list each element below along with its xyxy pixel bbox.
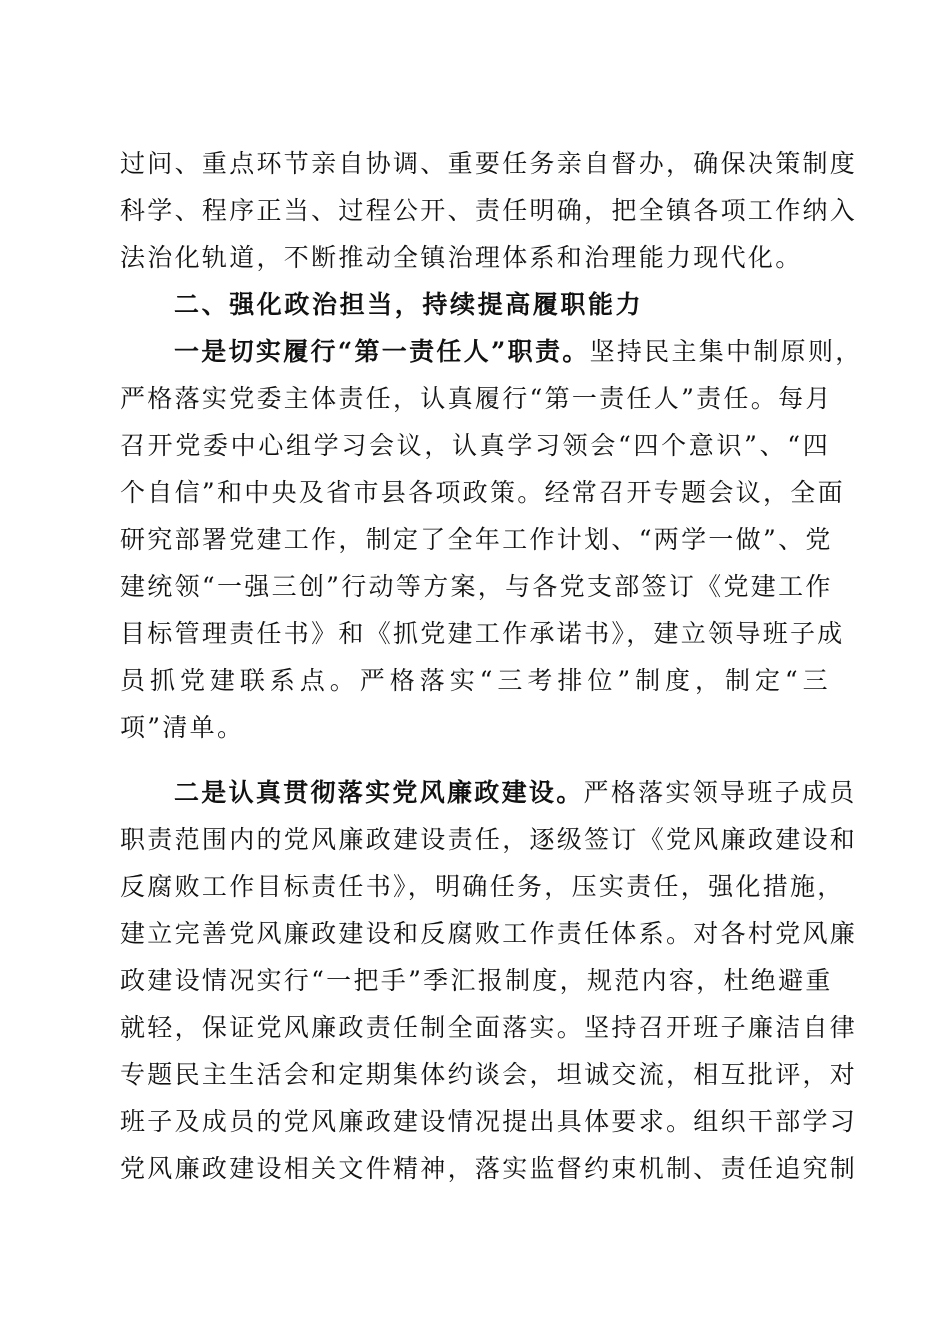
body-line: 员抓党建联系点。严格落实“三考排位”制度，制定“三 xyxy=(120,666,830,695)
body-line: 建立完善党风廉政建设和反腐败工作责任体系。对各村党风廉 xyxy=(120,919,858,948)
body-line: 反腐败工作目标责任书》，明确任务，压实责任，强化措施， xyxy=(120,872,845,901)
body-line: 严格落实党委主体责任，认真履行“第一责任人”责任。每月 xyxy=(120,384,833,413)
body-line: 建统领“一强三创”行动等方案，与各党支部签订《党建工作 xyxy=(120,572,833,601)
paragraph-1-first-line-text: 坚持民主集中制原则， xyxy=(589,337,863,366)
section-heading: 二、强化政治担当，持续提高履职能力 xyxy=(174,290,644,319)
body-line: 项”清单。 xyxy=(120,713,245,742)
body-line: 过问、重点环节亲自协调、重要任务亲自督办，确保决策制度 xyxy=(120,149,858,178)
paragraph-1-lead: 一是切实履行“第一责任人”职责。 xyxy=(174,337,590,366)
body-line: 研究部署党建工作，制定了全年工作计划、“两学一做”、党 xyxy=(120,525,833,554)
body-line: 政建设情况实行“一把手”季汇报制度，规范内容，杜绝避重 xyxy=(120,966,833,995)
paragraph-spacer xyxy=(120,751,830,769)
body-line: 就轻，保证党风廉政责任制全面落实。坚持召开班子廉洁自律 xyxy=(120,1013,858,1042)
body-line: 党风廉政建设相关文件精神，落实监督约束机制、责任追究制 xyxy=(120,1154,858,1183)
document-body xyxy=(120,140,863,1192)
body-line: 个自信”和中央及省市县各项政策。经常召开专题会议，全面 xyxy=(120,478,845,507)
body-line: 召开党委中心组学习会议，认真学习领会“四个意识”、“四 xyxy=(120,431,830,460)
body-line: 目标管理责任书》和《抓党建工作承诺书》，建立领导班子成 xyxy=(120,619,845,648)
body-line: 专题民主生活会和定期集体约谈会，坦诚交流，相互批评，对 xyxy=(120,1060,858,1089)
body-line: 职责范围内的党风廉政建设责任，逐级签订《党风廉政建设和 xyxy=(120,825,858,854)
paragraph-2-first-line xyxy=(120,769,857,816)
paragraph-2-lead: 二是认真贯彻落实党风廉政建设。 xyxy=(174,778,584,807)
paragraph-1-first-line xyxy=(120,328,863,375)
body-line: 法治化轨道，不断推动全镇治理体系和治理能力现代化。 xyxy=(120,243,803,272)
paragraph-2-first-line-text: 严格落实领导班子成员 xyxy=(583,778,857,807)
body-line: 科学、程序正当、过程公开、责任明确，把全镇各项工作纳入 xyxy=(120,196,858,225)
body-line: 班子及成员的党风廉政建设情况提出具体要求。组织干部学习 xyxy=(120,1107,858,1136)
